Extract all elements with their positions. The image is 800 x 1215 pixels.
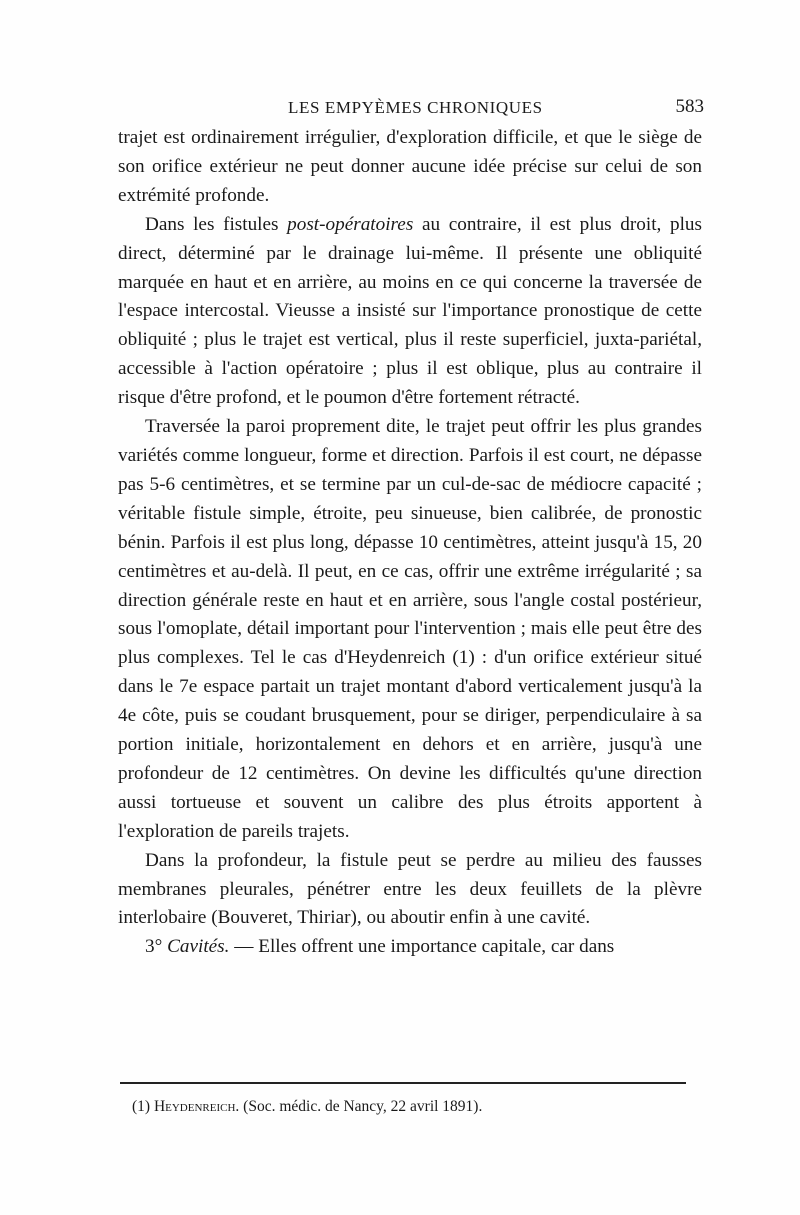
footnote-marker: (1)	[132, 1098, 154, 1115]
section-number: 3°	[145, 936, 168, 958]
paragraph-2-rest: au contraire, il est plus droit, plus direct, déterminé par le drainage lui-même. Il présente une obliquité marquée en haut et en arrière, au moins en ce qui concerne la traversée de l'espace intercostal. Vieusse a insisté sur l'importance pronostique de cette obliquité ; plus le trajet est vertical, plus il reste superficiel, juxta-pariétal, accessible à l'action opératoire ; plus il est oblique, plus au contraire il risque d'être profond, et le poumon d'être fortement rétracté.	[118, 213, 702, 409]
page-header	[118, 96, 708, 126]
paragraph-2-italic: post-opératoires	[287, 213, 414, 235]
page-number: 583	[675, 96, 704, 117]
paragraph-1: trajet est ordinairement irrégulier, d'exploration difficile, et que le siège de son orifice extérieur ne peut donner aucune idée précise sur celui de son extrémité profonde.	[118, 127, 702, 206]
paragraph-3: Traversée la paroi proprement dite, le trajet peut offrir les plus grandes variétés comme longueur, forme et direction. Parfois il est court, ne dépasse pas 5-6 centimètres, et se termine par un cul-de-sac de médiocre capacité ; véritable fistule simple, étroite, peu sinueuse, bien calibrée, de pronostic bénin. Parfois il est plus long, dépasse 10 centimètres, atteint jusqu'à 15, 20 centimètres et au-delà. Il peut, en ce cas, offrir une extrême irrégularité ; sa direction générale reste en haut et en arrière, sous l'angle costal postérieur, sous l'omoplate, détail important pour l'intervention ; mais elle peut être des plus complexes. Tel le cas d'Heydenreich (1) : d'un orifice extérieur situé dans le 7e espace partait un trajet montant d'abord verticalement jusqu'à la 4e côte, puis se coudant brusquement, pour se diriger, perpendiculaire à sa portion initiale, horizontalement en dehors et en arrière, jusqu'à une profondeur de 12 centimètres. On devine les difficultés qu'une direction aussi tortueuse et souvent un calibre des plus étroits apportent à l'exploration de pareils trajets.	[118, 416, 702, 842]
body-text	[118, 124, 702, 962]
paragraph-5-text: — Elles offrent une importance capitale, car dans	[229, 936, 615, 958]
paragraph-2	[118, 211, 702, 413]
running-title: LES EMPYÈMES CHRONIQUES	[288, 98, 543, 117]
section-heading: Cavités.	[167, 936, 230, 958]
footnote-rule	[120, 1082, 686, 1084]
footnote	[132, 1098, 692, 1116]
paragraph-4: Dans la profondeur, la fistule peut se perdre au milieu des fausses membranes pleurales, pénétrer entre les deux feuillets de la plèvre interlobaire (Bouveret, Thiriar), ou aboutir enfin à une cavité.	[118, 849, 702, 929]
paragraph-2-start: Dans les fistules	[145, 213, 288, 235]
paragraph-5	[118, 933, 702, 962]
footnote-text: (Soc. médic. de Nancy, 22 avril 1891).	[239, 1098, 483, 1115]
footnote-author: Heydenreich.	[153, 1098, 240, 1115]
